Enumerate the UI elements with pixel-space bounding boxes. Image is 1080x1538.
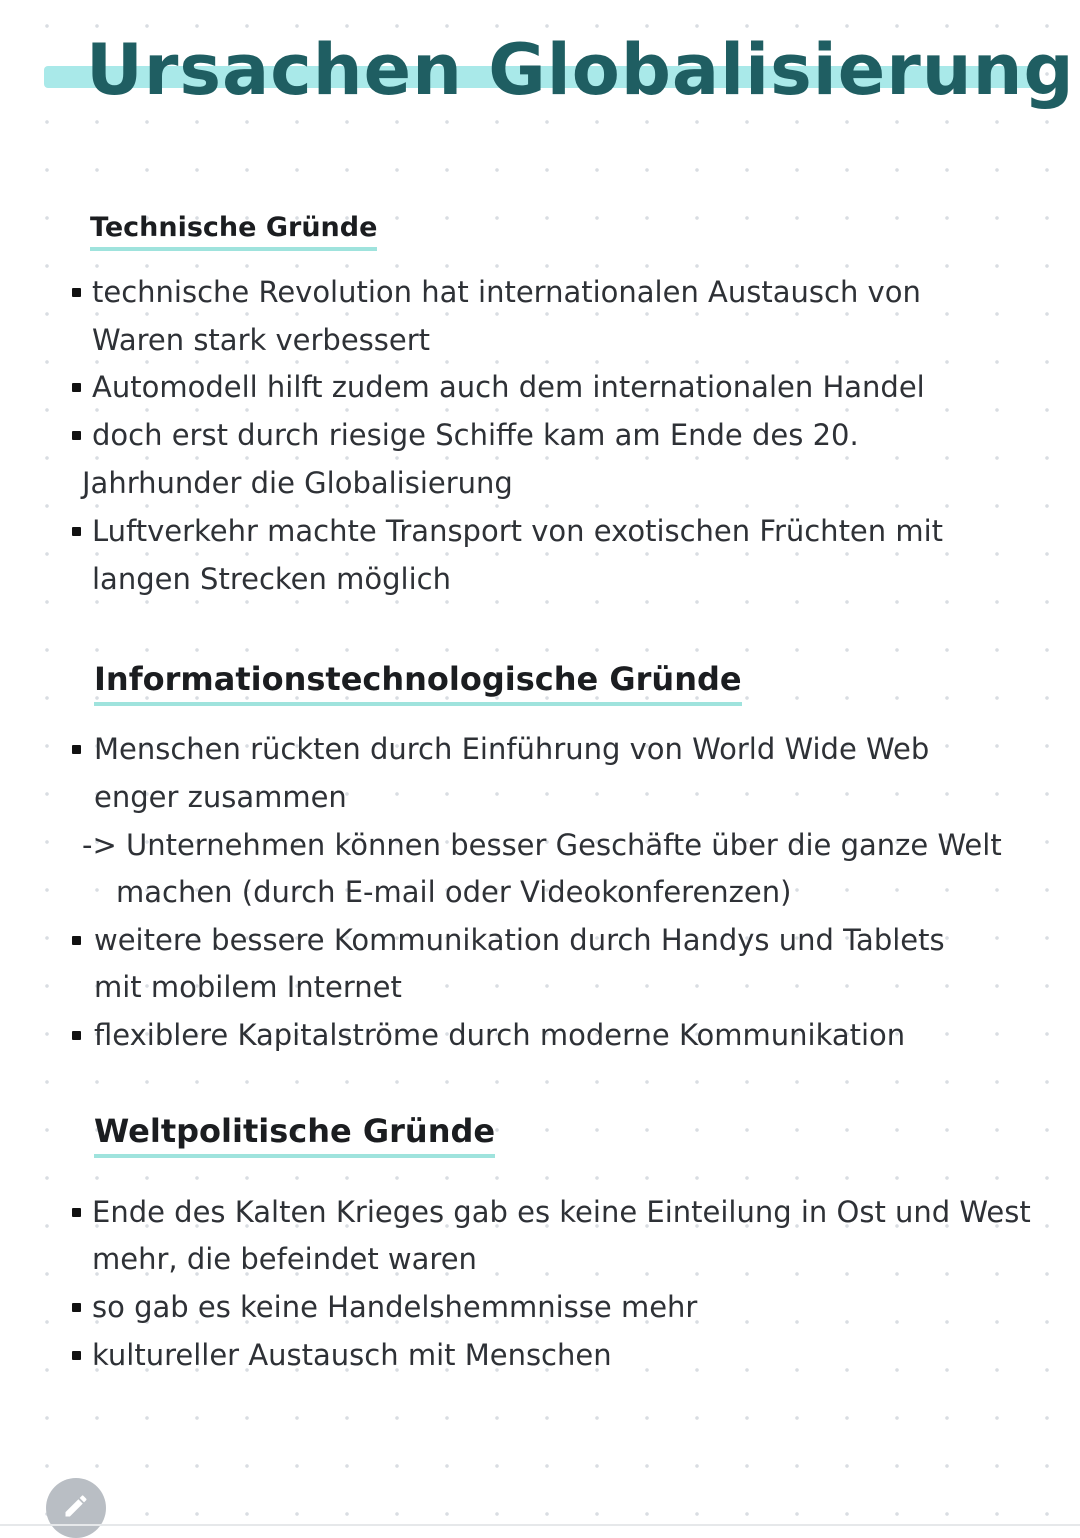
bullet-icon: [72, 288, 81, 297]
bullet-icon: [72, 1303, 81, 1312]
text-line: mehr, die befeindet waren: [92, 1242, 477, 1276]
bullet-icon: [72, 527, 81, 536]
bottom-divider: [0, 1524, 1080, 1526]
text-line: langen Strecken möglich: [92, 562, 451, 596]
text-line: machen (durch E-mail oder Videokonferenzen): [116, 875, 792, 909]
text-line: weitere bessere Kommunikation durch Handys und Tablets: [94, 923, 945, 957]
text-line: -> Unternehmen können besser Geschäfte über die ganze Welt: [82, 828, 1002, 862]
bullet-icon: [72, 745, 81, 754]
pencil-icon: [62, 1492, 90, 1520]
section-heading-weltpolitische: Weltpolitische Gründe: [94, 1112, 495, 1158]
text-line: Automodell hilft zudem auch dem internationalen Handel: [92, 370, 925, 404]
bullet-icon: [72, 936, 81, 945]
section-heading-technische: Technische Gründe: [90, 212, 377, 251]
page-title: Ursachen Globalisierung: [86, 29, 1075, 111]
text-line: Jahrhunder die Globalisierung: [82, 466, 513, 500]
bullet-icon: [72, 1351, 81, 1360]
bullet-icon: [72, 383, 81, 392]
text-line: Menschen rückten durch Einführung von World Wide Web: [94, 732, 930, 766]
bullet-icon: [72, 1031, 81, 1040]
text-line: enger zusammen: [94, 780, 347, 814]
text-line: so gab es keine Handelshemmnisse mehr: [92, 1290, 698, 1324]
title-block: [44, 22, 1075, 152]
bullet-icon: [72, 1208, 81, 1217]
text-line: doch erst durch riesige Schiffe kam am Ende des 20.: [92, 418, 859, 452]
text-line: mit mobilem Internet: [94, 970, 402, 1004]
bullet-icon: [72, 431, 81, 440]
section-heading-informationstechnologische: Informationstechnologische Gründe: [94, 660, 742, 706]
edit-button[interactable]: [46, 1478, 106, 1538]
text-line: Ende des Kalten Krieges gab es keine Einteilung in Ost und West: [92, 1195, 1031, 1229]
text-line: Waren stark verbessert: [92, 323, 431, 357]
text-line: kultureller Austausch mit Menschen: [92, 1338, 612, 1372]
text-line: technische Revolution hat internationalen Austausch von: [92, 275, 921, 309]
text-line: flexiblere Kapitalströme durch moderne Kommunikation: [94, 1018, 906, 1052]
text-line: Luftverkehr machte Transport von exotischen Früchten mit: [92, 514, 944, 548]
